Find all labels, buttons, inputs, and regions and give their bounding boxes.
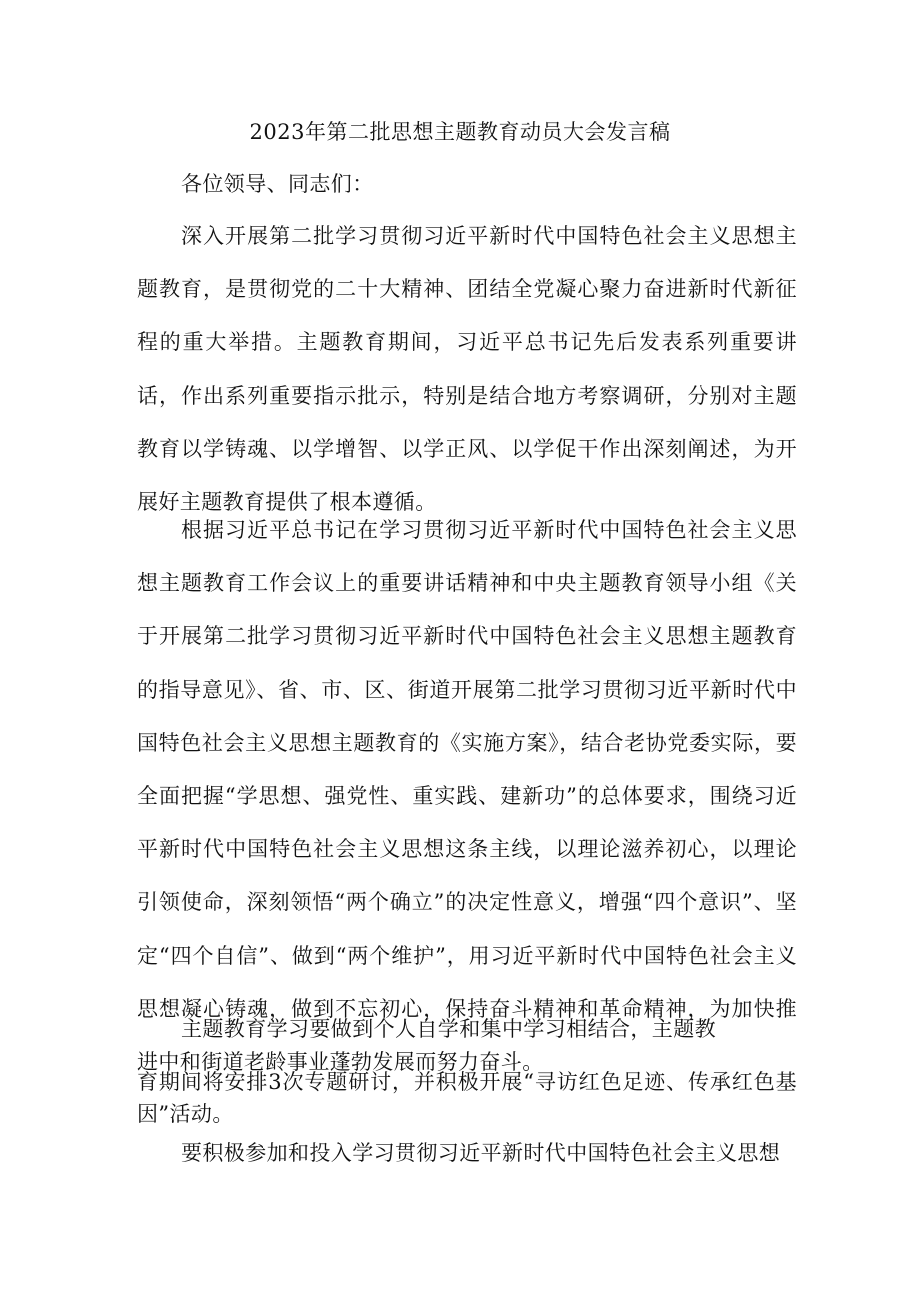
paragraph-3-continuation: 育期间将安排3次专题研讨，并积极开展“寻访红色足迹、传承红色基因”活动。 xyxy=(137,1070,797,1126)
paragraph-2: 根据习近平总书记在学习贯彻习近平新时代中国特色社会主义思想主题教育工作会议上的重要讲话精神和中央主题教育领导小组《关于开展第二批学习贯彻习近平新时代中国特色社会主义思想主题教育的指导意见》、省、市、区、街道开展第二批学习贯彻习近平新时代中国特色社会主义思想主题教育的《实施方案》，结合老协党委实际，要全面把握“学思想、强党性、重实践、建新功”的总体要求，围绕习近平新时代中国特色社会主义思想这条主线，以理论滋养初心，以理论引领使命，深刻领悟“两个确立”的决定性意义，增强“四个意识”、坚定“四个自信”、做到“两个维护”，用习近平新时代中国特色社会主义思想凝心铸魂，做到不忘初心，保持奋斗精神和革命精神，为加快推进中和街道老龄事业蓬勃发展而努力奋斗。 xyxy=(137,518,797,1075)
document-title: 2023年第二批思想主题教育动员大会发言稿 xyxy=(249,120,671,144)
paragraph-3-first-line: 主题教育学习要做到个人自学和集中学习相结合，主题教 xyxy=(181,1017,716,1041)
paragraph-1: 深入开展第二批学习贯彻习近平新时代中国特色社会主义思想主题教育，是贯彻党的二十大精神、团结全党凝心聚力奋进新时代新征程的重大举措。主题教育期间，习近平总书记先后发表系列重要讲话，作出系列重要指示批示，特别是结合地方考察调研，分别对主题教育以学铸魂、以学增智、以学正风、以学促干作出深刻阐述，为开展好主题教育提供了根本遵循。 xyxy=(137,224,797,515)
greeting: 各位领导、同志们： xyxy=(181,172,374,196)
paragraph-4: 要积极参加和投入学习贯彻习近平新时代中国特色社会主义思想 xyxy=(181,1141,781,1165)
